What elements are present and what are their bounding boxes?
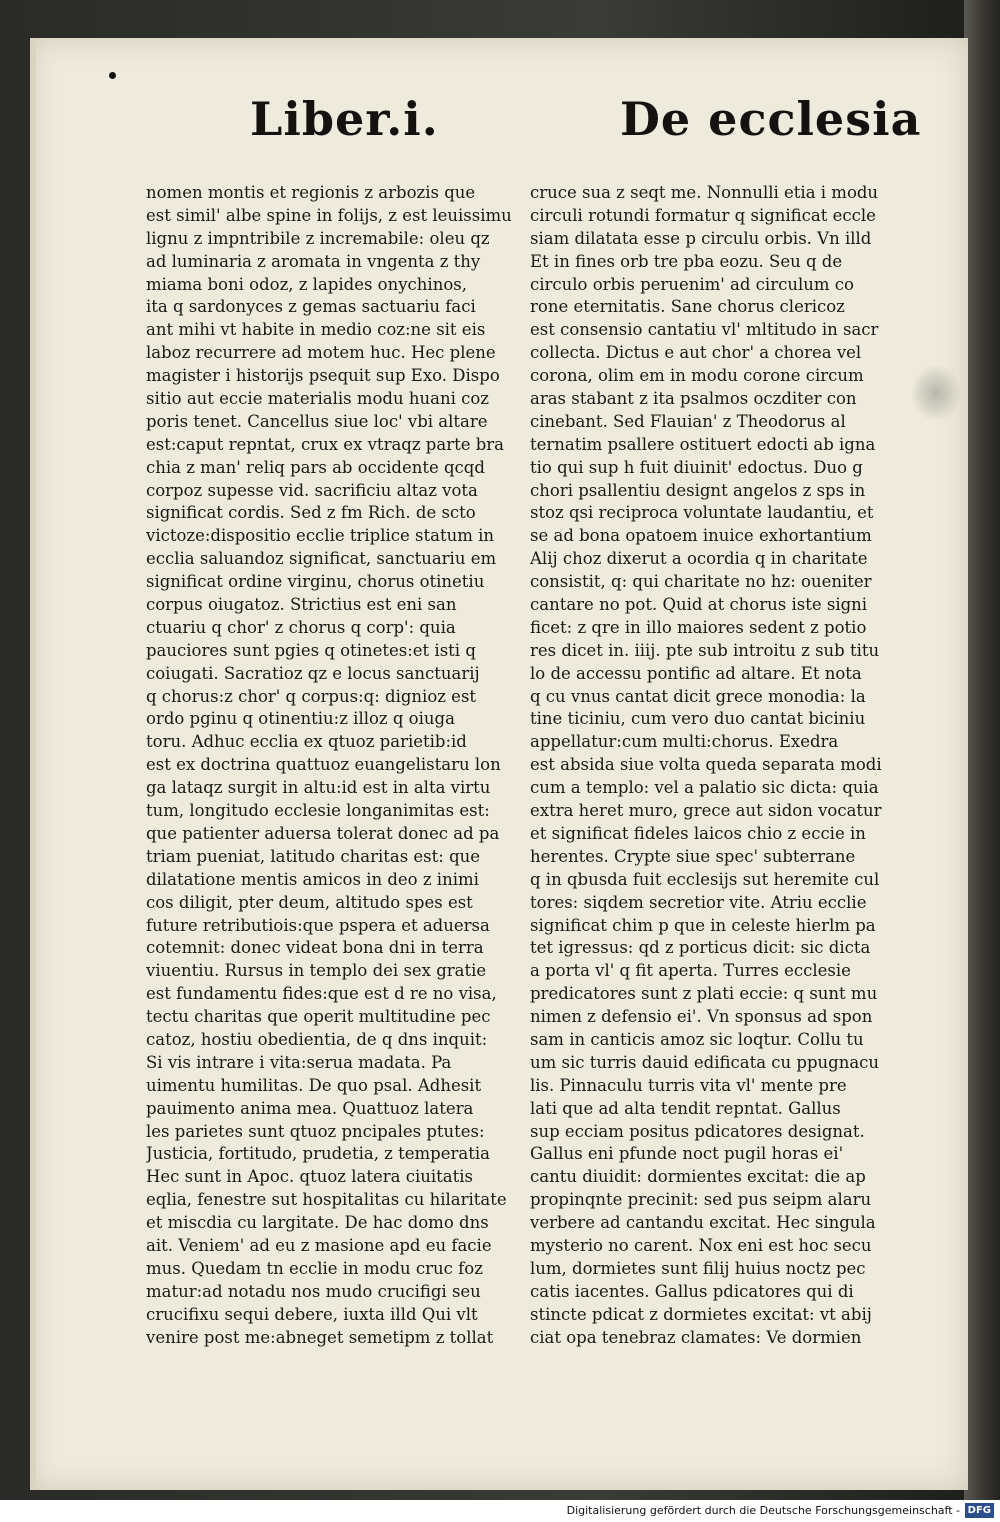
text-line: uimentu humilitas. De quo psal. Adhesit [146,1075,482,1095]
text-line: aras stabant z ita psalmos oczditer con [530,389,857,409]
text-line: herentes. Crypte siue spec' subterrane [530,846,856,866]
book-binding-edge [964,0,1000,1500]
text-line: viuentiu. Rursus in templo dei sex gratie [146,961,487,981]
text-line: toru. Adhuc ecclia ex qtuoz parietib:id [146,732,467,752]
text-line: catis iacentes. Gallus pdicatores qui di [530,1281,854,1301]
text-line: sam in canticis amoz sic loqtur. Collu tu [530,1029,864,1049]
dfg-logo-icon: DFG [965,1503,994,1518]
text-line: verbere ad cantandu excitat. Hec singula [530,1213,876,1233]
text-line: a porta vl' q fit aperta. Turres ecclesie [530,961,851,981]
text-line: venire post me:abneget semetipm z tollat [146,1327,494,1347]
text-line: q cu vnus cantat dicit grece monodia: la [530,686,866,706]
text-line: significat chim p que in celeste hierlm pa [530,915,876,935]
text-line: stincte pdicat z dormietes excitat: vt abij [530,1304,872,1324]
text-line: triam pueniat, latitudo charitas est: que [146,846,481,866]
text-line: tio qui sup h fuit diuinit' edoctus. Duo g [530,457,863,477]
text-line: Alij choz dixerut a ocordia q in charitate [530,549,868,569]
text-line: siam dilatata esse p circulu orbis. Vn illd [530,228,872,248]
text-line: tet igressus: qd z porticus dicit: sic dicta [530,938,871,958]
text-line: tum, longitudo ecclesie longanimitas est: [146,801,490,821]
text-line: poris tenet. Cancellus siue loc' vbi altare [146,411,488,431]
footer-bar [0,1500,1000,1522]
text-line: Et in fines orb tre pba eozu. Seu q de [530,251,843,271]
text-line: est absida siue volta queda separata modi [530,755,882,775]
text-line: se ad bona opatoem inuice exhortantium [530,526,872,546]
right-text-column [530,182,905,1349]
text-line: miama boni odoz, z lapides onychinos, [146,274,467,294]
text-line: cruce sua z seqt me. Nonnulli etia i modu [530,183,879,202]
text-line: chia z man' reliq pars ab occidente qcqd [146,457,485,477]
text-line: sup ecciam positus pdicatores designat. [530,1121,865,1141]
text-line: collecta. Dictus e aut chor' a chorea vel [530,343,862,363]
text-line: Gallus eni pfunde noct pugil horas ei' [530,1144,844,1164]
text-line: ecclia saluandoz significat, sanctuariu em [146,549,497,569]
text-line: lignu z impntribile z incremabile: oleu qz [146,228,490,248]
text-line: Hec sunt in Apoc. qtuoz latera ciuitatis [146,1167,473,1187]
text-line: ctuariu q chor' z chorus q corp': quia [146,617,456,637]
text-line: propinqnte precinit: sed pus seipm alaru [530,1190,872,1210]
text-line: que patienter aduersa tolerat donec ad pa [146,823,500,843]
text-line: est consensio cantatiu vl' mltitudo in sacr [530,320,879,340]
text-line: est fundamentu fides:que est d re no visa, [146,984,497,1004]
text-line: lis. Pinnaculu turris vita vl' mente pre [530,1075,847,1095]
text-line: cum a templo: vel a palatio sic dicta: quia [530,778,879,798]
text-line: corona, olim em in modu corone circum [530,366,864,386]
text-line: est ex doctrina quattuoz euangelistaru lon [146,755,501,775]
text-line: ad luminaria z aromata in vngenta z thy [146,251,481,271]
text-line: pauciores sunt pgies q otinetes:et isti q [146,640,476,660]
text-line: cantu diuidit: dormientes excitat: die ap [530,1167,866,1187]
text-line: corpus oiugatoz. Strictius est eni san [146,595,457,615]
text-line: future retributiois:que pspera et aduersa [146,915,490,935]
ink-dot-mark [109,72,116,79]
text-line: um sic turris dauid edificata cu ppugnacu [530,1052,880,1072]
text-line: Si vis intrare i vita:serua madata. Pa [146,1052,452,1072]
text-line: stoz qsi reciproca voluntate laudantiu, et [530,503,874,523]
text-line: catoz, hostiu obedientia, de q dns inquit: [146,1029,488,1049]
text-line: chori psallentiu designt angelos z sps in [530,480,866,500]
text-line: matur:ad notadu nos mudo crucifigi seu [146,1281,481,1301]
text-line: significat cordis. Sed z fm Rich. de scto [146,503,476,523]
text-line: circulo orbis peruenim' ad circulum co [530,274,854,294]
text-line: et significat fideles laicos chio z eccie in [530,823,866,843]
text-line: consistit, q: qui charitate no hz: oueniter [530,572,872,592]
text-line: ciat opa tenebraz clamates: Ve dormien [530,1327,862,1347]
text-line: ga lataqz surgit in altu:id est in alta virtu [146,778,491,798]
text-line: q in qbusda fuit ecclesijs sut heremite cul [530,869,880,889]
running-head-left: Liber.i. [250,92,439,146]
text-line: nimen z defensio ei'. Vn sponsus ad spon [530,1007,873,1027]
text-line: est simil' albe spine in folijs, z est leuissimu [146,205,512,225]
text-line: significat ordine virginu, chorus otinetiu [146,572,485,592]
text-line: mysterio no carent. Nox eni est hoc secu [530,1235,872,1255]
left-text-column [146,182,516,1349]
text-line: mus. Quedam tn ecclie in modu cruc foz [146,1258,483,1278]
text-line: les parietes sunt qtuoz pncipales ptutes: [146,1121,485,1141]
text-line: res dicet in. iiij. pte sub introitu z sub titu [530,640,880,660]
text-line: ternatim psallere ostituert edocti ab igna [530,434,876,454]
text-line: eqlia, fenestre sut hospitalitas cu hilaritate [146,1190,507,1210]
text-line: lati que ad alta tendit repntat. Gallus [530,1098,841,1118]
text-line: coiugati. Sacratioz qz e locus sanctuarij [146,663,480,683]
text-line: cinebant. Sed Flauian' z Theodorus al [530,411,846,431]
text-line: q chorus:z chor' q corpus:q: dignioz est [146,686,477,706]
text-line: circuli rotundi formatur q significat eccle [530,205,876,225]
text-line: tectu charitas que operit multitudine pec [146,1007,491,1027]
text-line: predicatores sunt z plati eccie: q sunt mu [530,984,878,1004]
text-line: nomen montis et regionis z arbozis que [146,183,476,202]
text-line: laboz recurrere ad motem huc. Hec plene [146,343,496,363]
running-head-right: De ecclesia [620,92,922,146]
text-line: extra heret muro, grece aut sidon vocatur [530,801,882,821]
text-line: est:caput repntat, crux ex vtraqz parte bra [146,434,505,454]
text-line: ait. Veniem' ad eu z masione apd eu facie [146,1235,492,1255]
text-line: ant mihi vt habite in medio coz:ne sit eis [146,320,486,340]
text-line: lum, dormietes sunt filij huius noctz pec [530,1258,866,1278]
text-line: ordo pginu q otinentiu:z illoz q oiuga [146,709,455,729]
text-line: rone eternitatis. Sane chorus clericoz [530,297,845,317]
text-line: tine ticiniu, cum vero duo cantat biciniu [530,709,866,729]
text-line: cantare no pot. Quid at chorus iste signi [530,595,868,615]
text-line: lo de accessu pontific ad altare. Et nota [530,663,862,683]
text-line: victoze:dispositio ecclie triplice statum in [146,526,495,546]
text-line: tores: siqdem secretior vite. Atriu ecclie [530,892,867,912]
funding-credit: Digitalisierung gefördert durch die Deutsche Forschungsgemeinschaft - [566,1504,960,1517]
text-line: Justicia, fortitudo, prudetia, z temperatia [146,1144,490,1164]
text-line: crucifixu sequi debere, iuxta illd Qui vlt [146,1304,478,1324]
text-line: et miscdia cu largitate. De hac domo dns [146,1213,489,1233]
text-line: sitio aut eccie materialis modu huani coz [146,389,489,409]
text-line: cos diligit, pter deum, altitudo spes est [146,892,473,912]
text-line: appellatur:cum multi:chorus. Exedra [530,732,839,752]
page-edge [30,38,36,1490]
text-line: cotemnit: donec videat bona dni in terra [146,938,484,958]
text-line: magister i historijs psequit sup Exo. Dispo [146,366,500,386]
text-line: ficet: z qre in illo maiores sedent z potio [530,617,867,637]
page-smudge [912,366,960,420]
text-line: dilatatione mentis amicos in deo z inimi [146,869,479,889]
text-line: corpoz supesse vid. sacrificiu altaz vota [146,480,478,500]
text-line: ita q sardonyces z gemas sactuariu faci [146,297,476,317]
text-line: pauimento anima mea. Quattuoz latera [146,1098,474,1118]
